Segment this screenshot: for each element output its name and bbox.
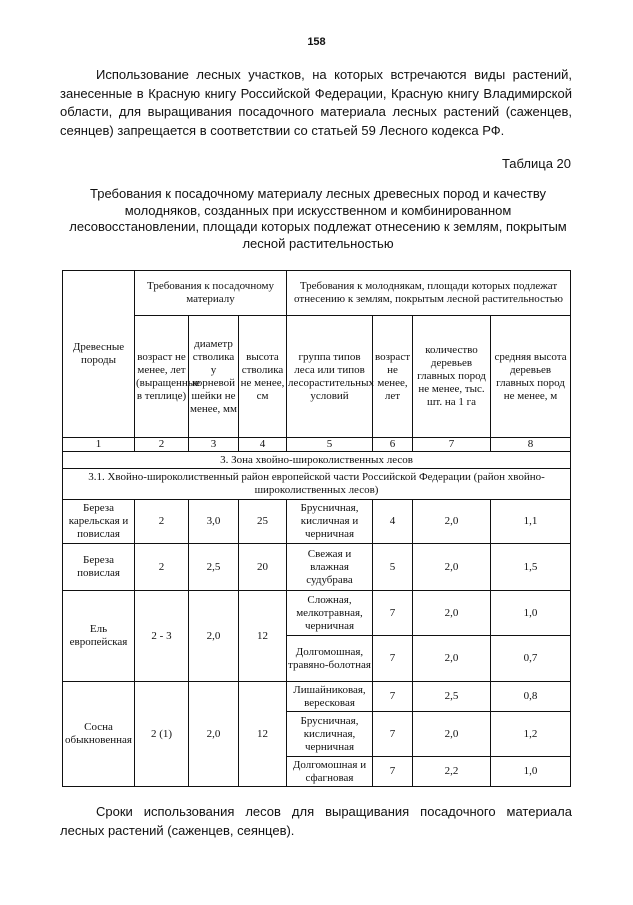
avg-height-cell: 0,8 [491, 682, 571, 712]
age-cell: 2 [135, 500, 189, 544]
age-cell: 2 [135, 544, 189, 591]
table-row [63, 544, 571, 591]
column-number: 7 [413, 438, 491, 452]
page-number: 158 [307, 36, 326, 48]
young-age-cell: 5 [373, 544, 413, 591]
header-diameter: диаметр стволика у корневой шейки не менее, мм [189, 316, 239, 438]
count-cell: 2,0 [413, 500, 491, 544]
forest-type-cell: Брусничная, кисличная, черничная [287, 712, 373, 757]
column-numbers-row [63, 438, 571, 452]
height-cell: 12 [239, 682, 287, 787]
young-age-cell: 7 [373, 712, 413, 757]
young-age-cell: 7 [373, 682, 413, 712]
species-cell: Ель европейская [63, 591, 135, 682]
closing-paragraph: Сроки использования лесов для выращивания посадочного материала лесных растений (саженцев, сеянцев). [60, 804, 572, 838]
column-number: 5 [287, 438, 373, 452]
young-age-cell: 7 [373, 636, 413, 682]
column-number: 8 [491, 438, 571, 452]
table-title: Требования к посадочному материалу лесных древесных пород и качеству молодняков, созданных при искусственном и комбинированном лесовосстановлении, площади которых подлежат отнесению к землям, покрытым лесной растительностью [69, 186, 567, 251]
avg-height-cell: 1,0 [491, 591, 571, 636]
header-planting-material: Требования к посадочному материалу [135, 271, 287, 316]
avg-height-cell: 1,5 [491, 544, 571, 591]
table-row [63, 682, 571, 712]
count-cell: 2,5 [413, 682, 491, 712]
diameter-cell: 2,5 [189, 544, 239, 591]
forest-type-cell: Долгомошная и сфагновая [287, 757, 373, 787]
species-cell: Береза повислая [63, 544, 135, 591]
diameter-cell: 2,0 [189, 682, 239, 787]
forest-type-cell: Свежая и влажная судубрава [287, 544, 373, 591]
forest-type-cell: Лишайниковая, вересковая [287, 682, 373, 712]
zone-row: 3. Зона хвойно-широколиственных лесов [63, 452, 571, 469]
young-age-cell: 7 [373, 591, 413, 636]
header-young-stands: Требования к молоднякам, площади которых подлежат отнесению к землям, покрытым лесной растительностью [287, 271, 571, 316]
header-young-age: возраст не менее, лет [373, 316, 413, 438]
column-number: 6 [373, 438, 413, 452]
diameter-cell: 3,0 [189, 500, 239, 544]
age-cell: 2 (1) [135, 682, 189, 787]
avg-height-cell: 1,0 [491, 757, 571, 787]
table-row [63, 591, 571, 636]
height-cell: 25 [239, 500, 287, 544]
header-age: возраст не менее, лет (выращенные в теплице) [135, 316, 189, 438]
diameter-cell: 2,0 [189, 591, 239, 682]
count-cell: 2,0 [413, 636, 491, 682]
species-cell: Береза карельская и повислая [63, 500, 135, 544]
age-cell: 2 - 3 [135, 591, 189, 682]
header-tree-count: количество деревьев главных пород не менее, тыс. шт. на 1 га [413, 316, 491, 438]
count-cell: 2,0 [413, 591, 491, 636]
table-label: Таблица 20 [501, 156, 571, 171]
region-row: 3.1. Хвойно-широколиственный район европейской части Российской Федерации (район хвойно-широколиственных лесов) [63, 469, 571, 500]
column-number: 2 [135, 438, 189, 452]
count-cell: 2,0 [413, 712, 491, 757]
height-cell: 20 [239, 544, 287, 591]
column-number: 4 [239, 438, 287, 452]
header-height: высота стволика не менее, см [239, 316, 287, 438]
avg-height-cell: 1,2 [491, 712, 571, 757]
count-cell: 2,2 [413, 757, 491, 787]
intro-paragraph: Использование лесных участков, на которых встречаются виды растений, занесенные в Красную книгу Российской Федерации, Красную книгу Владимирской области, для выращивания посадочного материала лесных растений (саженцев, сеянцев) запрещается в соответствии со статьей 59 Лесного кодекса РФ. [60, 67, 572, 138]
forest-type-cell: Сложная, мелкотравная, черничная [287, 591, 373, 636]
table-row [63, 500, 571, 544]
young-age-cell: 7 [373, 757, 413, 787]
column-number: 3 [189, 438, 239, 452]
column-number: 1 [63, 438, 135, 452]
young-age-cell: 4 [373, 500, 413, 544]
header-avg-height: средняя высота деревьев главных пород не менее, м [491, 316, 571, 438]
height-cell: 12 [239, 591, 287, 682]
avg-height-cell: 0,7 [491, 636, 571, 682]
forest-type-cell: Долгомошная, травяно-болотная [287, 636, 373, 682]
forest-type-cell: Брусничная, кисличная и черничная [287, 500, 373, 544]
header-species: Древесные породы [63, 271, 135, 438]
header-forest-type: группа типов леса или типов лесорастительных условий [287, 316, 373, 438]
requirements-table [62, 270, 571, 787]
species-cell: Сосна обыкновенная [63, 682, 135, 787]
count-cell: 2,0 [413, 544, 491, 591]
avg-height-cell: 1,1 [491, 500, 571, 544]
